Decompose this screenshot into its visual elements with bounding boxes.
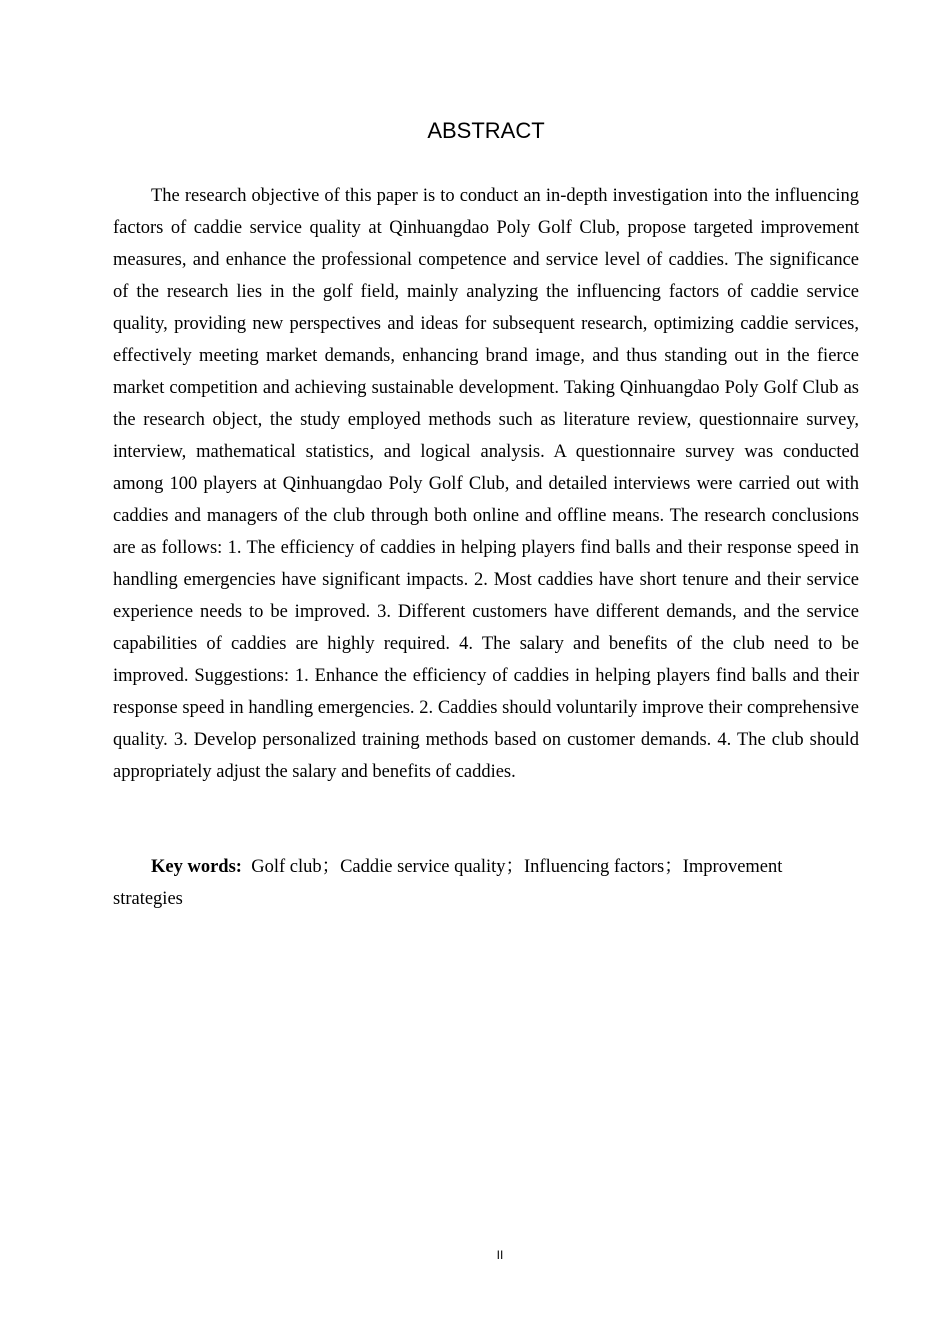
abstract-body: The research objective of this paper is to conduct an in-depth investigation into the influencing factors of caddie service quality at Qinhuangdao Poly Golf Club, propose targeted improvement measures, and enhance the professional competence and service level of caddies. The significance of the research lies in the golf field, mainly analyzing the influencing factors of caddie service quality, providing new perspectives and ideas for subsequent research, optimizing caddie services, effectively meeting market demands, enhancing brand image, and thus standing out in the fierce market competition and achieving sustainable development. Taking Qinhuangdao Poly Golf Club as the research object, the study employed methods such as literature review, questionnaire survey, interview, mathematical statistics, and logical analysis. A questionnaire survey was conducted among 100 players at Qinhuangdao Poly Golf Club, and detailed interviews were carried out with caddies and managers of the club through both online and offline means. The research conclusions are as follows: 1. The efficiency of caddies in helping players find balls and their response speed in handling emergencies have significant impacts. 2. Most caddies have short tenure and their service experience needs to be improved. 3. Different customers have different demands, and the service capabilities of caddies are highly required. 4. The salary and benefits of the club need to be improved. Suggestions: 1. Enhance the efficiency of caddies in helping players find balls and their response speed in handling emergencies. 2. Caddies should voluntarily improve their comprehensive quality. 3. Develop personalized training methods based on customer demands. 4. The club should appropriately adjust the salary and benefits of caddies. <box>113 186 859 782</box>
abstract-title: ABSTRACT <box>427 118 545 143</box>
keywords-line <box>113 851 813 915</box>
page-number: II <box>496 1248 504 1262</box>
keywords-label: Key words: <box>151 857 242 877</box>
keywords-text: Golf club；Caddie service quality；Influencing factors；Improvement strategies <box>113 857 783 909</box>
